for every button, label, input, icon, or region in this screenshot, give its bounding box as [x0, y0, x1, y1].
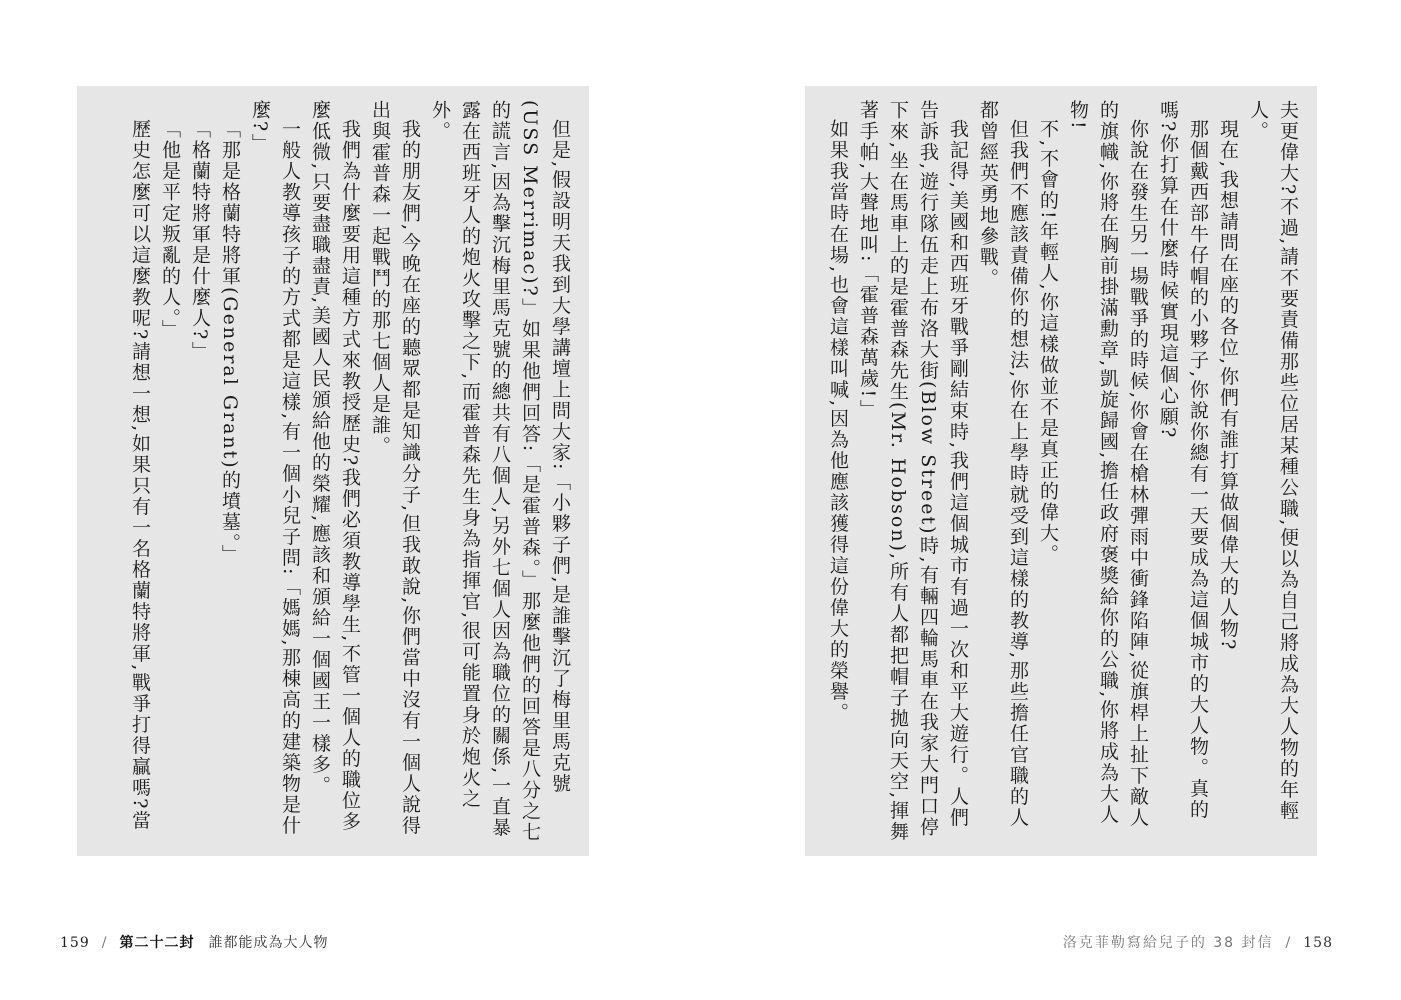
paragraph: 我們為什麼要用這種方式來教授歷史?我們必須教導學生,不管一個人的職位多麼低微,只要盡職盡責,美國人民頒給他的榮耀,應該和頒給一個國王一樣多。 [309, 100, 361, 833]
paragraph: 你說在發生另一場戰爭的時候,你會在槍林彈雨中衝鋒陷陣,從旗桿上扯下敵人的旗幟,你將在胸前掛滿勳章,凱旋歸國,擔任政府褒獎給你的公職,你將成為大人物! [1067, 100, 1149, 829]
paragraph: 那個戴西部牛仔帽的小夥子,你說你總有一天要成為這個城市的大人物。真的嗎?你打算在什麼時候實現這個心願? [1157, 100, 1209, 821]
paragraph: 不,不會的!年輕人,你這樣做並不是真正的偉大。 [1037, 119, 1059, 565]
left-page-footer [60, 932, 328, 952]
right-page-text-panel [805, 86, 1317, 856]
page-number: 159 [60, 935, 90, 951]
paragraph: 「他是平定叛亂的人。」 [159, 119, 181, 341]
chapter-title: 誰都能成為大人物 [208, 935, 329, 951]
paragraph: 我記得,美國和西班牙戰爭剛結束時,我們這個城市有過一次和平大遊行。人們告訴我,遊行隊伍走上布洛大街(Blow Street)時,有輛四輪馬車在我家大門口停下來,坐在馬車上的是霍普森先生(Mr. Hobson),所有人都把帽子拋向天空,揮舞著手帕,大聲地叫:「霍普森萬歲!」 [857, 100, 969, 843]
left-page-text-panel [77, 86, 589, 856]
paragraph: 「那是格蘭特將軍(General Grant)的墳墓。」 [219, 119, 241, 566]
paragraph: 但我們不應該責備你的想法,你在上學時就受到這樣的教導,那些擔任官職的人都曾經英勇地參戰。 [977, 100, 1029, 829]
left-page-body [125, 100, 575, 844]
paragraph: 如果我當時在場,也會這樣叫喊,因為他應該獲得這份偉大的榮譽。 [827, 119, 849, 724]
paragraph: 歷史怎麼可以這麼教呢?請想一想,如果只有一名格蘭特將軍,戰爭打得贏嗎?當 [129, 119, 151, 832]
page-number: 158 [1303, 935, 1333, 951]
paragraph: 「格蘭特將軍是什麼人?」 [189, 119, 211, 363]
paragraph: 我的朋友們,今晚在座的聽眾都是知識分子,但我敢說,你們當中沒有一個人說得出與霍普森一起戰鬥的那七個人是誰。 [369, 100, 421, 837]
right-page-body [823, 100, 1303, 844]
chapter-label: 第二十二封 [119, 935, 195, 951]
paragraph: 現在,我想請問在座的各位,你們有誰打算做個偉大的人物? [1217, 119, 1239, 652]
paragraph: 夫更偉大?不過,請不要責備那些位居某種公職,便以為自己將成為大人物的年輕人。 [1247, 100, 1299, 822]
right-page-footer [1063, 932, 1333, 952]
paragraph: 但是,假設明天我到大學講壇上問大家:「小夥子們,是誰擊沉了梅里馬克號(USS Merrimac)?」如果他們回答:「是霍普森。」那麼他們的回答是八分之七的謊言,因為擊沉梅里馬克號的總共有八個人,另外七個人因為職位的關係,一直暴露在西班牙人的炮火攻擊之下,而霍普森先生身為指揮官,很可能置身於炮火之外。 [429, 100, 571, 843]
footer-separator: / [1285, 935, 1292, 951]
footer-separator: / [101, 935, 108, 951]
paragraph: 一般人教導孩子的方式都是這樣,有一個小兒子問:「媽媽,那棟高的建築物是什麼?」 [249, 100, 301, 837]
book-title: 洛克菲勒寫給兒子的 38 封信 [1062, 935, 1274, 951]
